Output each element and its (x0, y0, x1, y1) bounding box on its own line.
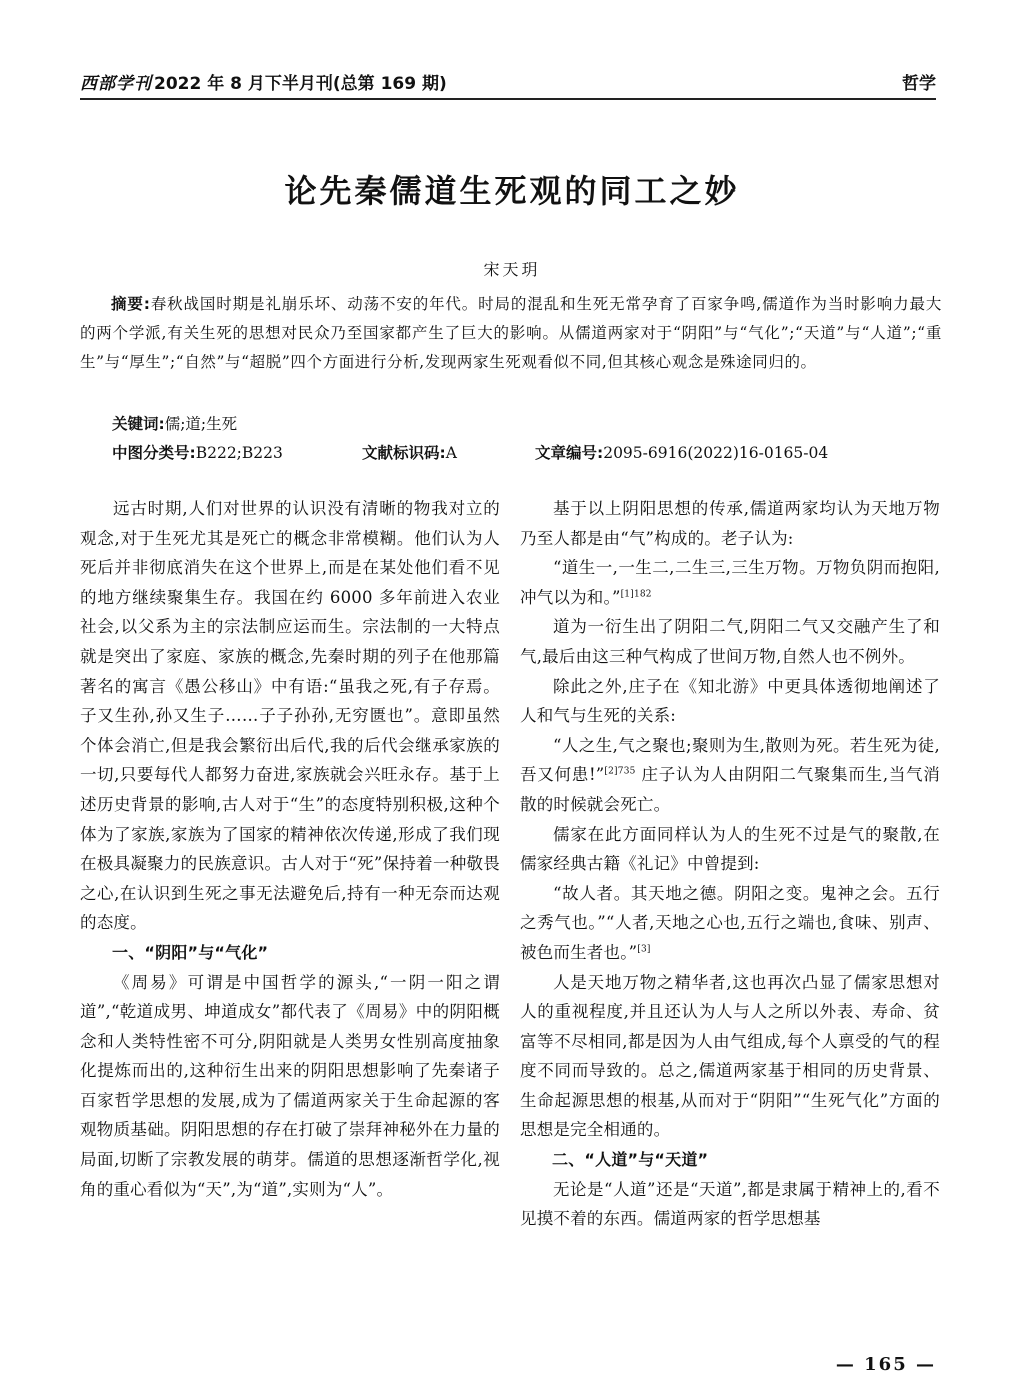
paragraph: 《周易》可谓是中国哲学的源头,“一阴一阳之谓道”,“乾道成男、坤道成女”都代表了《周易》中的阴阳概念和人类特性密不可分,阴阳就是人类男女性别高度抽象化提炼而出的,这种衍生出来的阴阳思想影响了先秦诸子百家哲学思想的发展,成为了儒道两家关于生命起源的客观物质基础。阴阳思想的存在打破了崇拜神秘外在力量的局面,切断了宗教发展的萌芽。儒道的思想逐渐哲学化,视角的重心看似为“天”,为“道”,实则为“人”。 (80, 972, 500, 1199)
classification-label: 中图分类号: (112, 444, 196, 462)
citation-ref: [2]735 (604, 766, 636, 777)
keywords-label: 关键词: (112, 415, 165, 433)
article-title: 论先秦儒道生死观的同工之妙 (284, 172, 740, 210)
quote-paragraph (520, 553, 940, 612)
document-code (362, 439, 535, 468)
paragraph: 儒家在此方面同样认为人的生死不过是气的聚散,在儒家经典古籍《礼记》中曾提到: (520, 824, 940, 874)
quote-paragraph (520, 879, 940, 968)
document-code-label: 文献标识码: (362, 444, 446, 462)
right-column (520, 494, 940, 1234)
citation-ref: [3] (637, 944, 651, 955)
document-code-value: A (445, 444, 457, 462)
section-heading: 二、“人道”与“天道” (552, 1150, 709, 1170)
quote-text: “道生一,一生二,二生三,三生万物。万物负阴而抱阳,冲气以为和。” (520, 558, 940, 607)
section-heading: 一、“阴阳”与“气化” (112, 942, 269, 962)
article-number-value: 2095-6916(2022)16-0165-04 (603, 444, 829, 462)
paragraph: 远古时期,人们对世界的认识没有清晰的物我对立的观念,对于生死尤其是死亡的概念非常模糊。他们认为人死后并非彻底消失在这个世界上,而是在某处他们看不见的地方继续聚集生存。我国在约 6000 多年前进入农业社会,以父系为主的宗法制应运而生。宗法制的一大特点就是突出了家庭、家族的概念,先秦时期的列子在他那篇著名的寓言《愚公移山》中有语:“虽我之死,有子存焉。子又生孙,孙又生子……子子孙孙,无穷匮也”。意即虽然个体会消亡,但是我会繁衍出后代,我的后代会继承家族的一切,只要每代人都努力奋进,家族就会兴旺永存。基于上述历史背景的影响,古人对于“生”的态度特别积极,这种个体为了家族,家族为了国家的精神依次传递,形成了我们现在极具凝聚力的民族意识。古人对于“死”保持着一种敬畏之心,在认识到生死之事无法避免后,持有一种无奈而达观的态度。 (80, 499, 500, 933)
quote-paragraph (520, 731, 940, 820)
article-number-label: 文章编号: (535, 444, 604, 462)
paragraph: 无论是“人道”还是“天道”,都是隶属于精神上的,看不见摸不着的东西。儒道两家的哲学思想基 (520, 1179, 940, 1229)
journal-logo: 西部学刊 (80, 74, 152, 94)
author-name: 宋天玥 (483, 260, 541, 279)
quote-text: “人之生,气之聚也;聚则为生,散则为死。若生死为徒,吾又何患!” (520, 735, 940, 785)
citation-ref: [1]182 (620, 589, 652, 600)
keywords (112, 410, 237, 439)
left-column (80, 494, 500, 1204)
abstract-text: 春秋战国时期是礼崩乐坏、动荡不安的年代。时局的混乱和生死无常孕育了百家争鸣,儒道作为当时影响力最大的两个学派,有关生死的思想对民众乃至国家都产生了巨大的影响。从儒道两家对于“阴阳”与“气化”;“天道”与“人道”;“重生”与“厚生”;“自然”与“超脱”四个方面进行分析,发现两家生死观看似不同,但其核心观念是殊途同归的。 (80, 295, 942, 371)
issue-info: 2022 年 8 月下半月刊(总第 169 期) (154, 74, 447, 94)
paragraph: 道为一衍生出了阴阳二气,阴阳二气又交融产生了和气,最后由这三种气构成了世间万物,自然人也不例外。 (520, 617, 940, 666)
article-number (535, 439, 828, 468)
abstract (80, 290, 942, 377)
page-number: — 165 — (835, 1354, 936, 1375)
keywords-text: 儒;道;生死 (164, 415, 238, 433)
paragraph: 除此之外,庄子在《知北游》中更具体透彻地阐述了人和气与生死的关系: (520, 676, 940, 726)
paragraph: 基于以上阴阳思想的传承,儒道两家均认为天地万物乃至人都是由“气”构成的。老子认为: (520, 499, 940, 548)
classification-value: B222;B223 (195, 444, 283, 462)
classification (112, 439, 362, 468)
paragraph: 人是天地万物之精华者,这也再次凸显了儒家思想对人的重视程度,并且还认为人与人之所以外表、寿命、贫富等不尽相同,都是因为人由气组成,每个人禀受的气的程度不同而导致的。总之,儒道两家基于相同的历史背景、生命起源思想的根基,从而对于“阴阳”“生死气化”方面的思想是完全相通的。 (520, 972, 940, 1140)
running-header (80, 66, 936, 100)
paragraph-text: 庄子认为人由阴阳二气聚集而生,当气消散的时候就会死亡。 (520, 765, 940, 814)
abstract-label: 摘要: (111, 295, 151, 313)
section-name: 哲学 (902, 74, 936, 94)
header-journal-info (80, 69, 447, 94)
quote-text: “故人者。其天地之德。阴阳之变。鬼神之会。五行之秀气也。”“人者,天地之心也,五行之端也,食味、别声、被色而生者也。” (520, 883, 940, 962)
article-meta (112, 439, 828, 468)
